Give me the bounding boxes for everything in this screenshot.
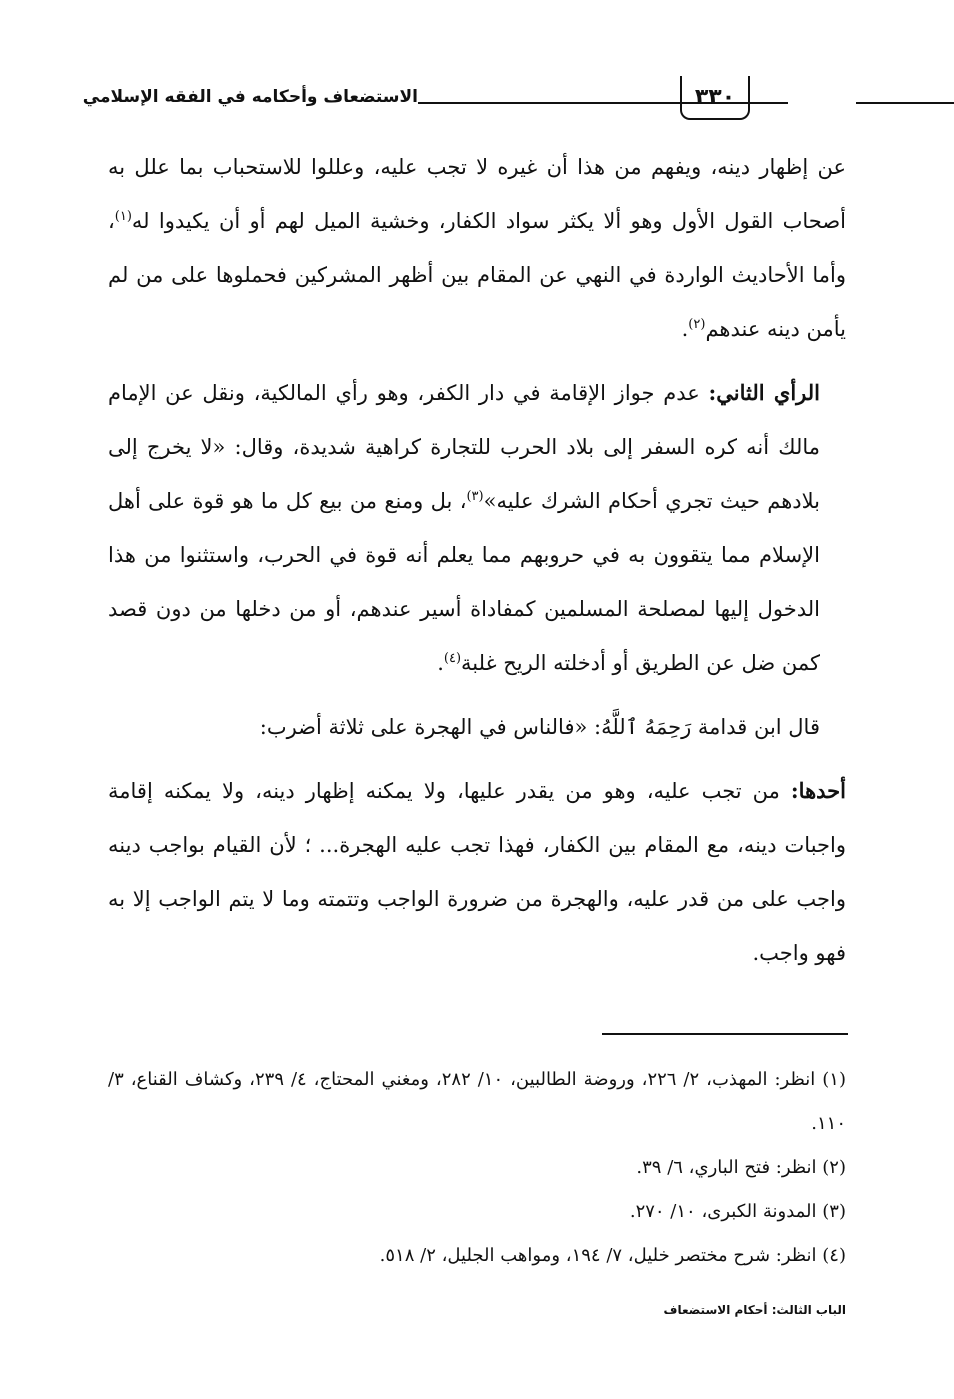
footnote-ref: (١) <box>114 209 132 224</box>
footnote: (٣) المدونة الكبرى، ١٠/ ٢٧٠. <box>629 1201 846 1222</box>
footnote-ref: (٤) <box>443 651 462 666</box>
page-number: ٣٣٠ <box>680 76 750 120</box>
paragraph-lead: الرأي الثاني: <box>708 380 820 405</box>
paragraph: عن إظهار دينه، ويفهم من هذا أن غيره لا تجب عليه، وعللوا للاستحباب بما علل به أصحاب القول الأول وهو ألا يكثر سواد الكفار، وخشية الميل لهم أو أن يكيدوا له$^{(١)}$، وأما الأحاديث الواردة في النهي عن المقام بين أظهر المشركين فحملوها على من لم يأمن دينه عندهم$^{(٢)}$. <box>108 155 846 341</box>
page-header <box>82 76 846 128</box>
footnote: (٤) انظر: شرح مختصر خليل، ٧/ ١٩٤، ومواهب الجليل، ٢/ ٥١٨. <box>379 1245 846 1266</box>
paragraph-lead: أحدها: <box>790 778 846 803</box>
footnote-ref: (٣) <box>466 489 484 504</box>
footnote: (١) انظر: المهذب، ٢/ ٢٢٦، وروضة الطالبين، ١٠/ ٢٨٢، ومغني المحتاج، ٤/ ٢٣٩، وكشاف القناع، ٣/ ١١٠. <box>108 1069 846 1134</box>
footnote: (٢) انظر: فتح الباري، ٦/ ٣٩. <box>636 1157 846 1178</box>
footnote-divider <box>602 1033 848 1035</box>
quote-intro: قال ابن قدامة رَحِمَهُ ٱللَّهُ: «فالناس في الهجرة على ثلاثة أضرب: <box>259 715 820 739</box>
main-text <box>108 140 846 990</box>
footnotes <box>108 1058 846 1278</box>
footnote-ref: (٢) <box>688 317 706 332</box>
paragraph: أحدها: من تجب عليه، وهو من يقدر عليها، ولا يمكنه إظهار دينه، ولا يمكنه إقامة واجبات دينه، مع المقام بين الكفار، فهذا تجب عليه الهجرة... ؛ لأن القيام بواجب دينه واجب على من قدر عليه، والهجرة من ضرورة الواجب وتتمته وما لا يتم الواجب إلا به فهو واجب. <box>108 778 846 965</box>
running-title: الاستضعاف وأحكامه في الفقه الإسلامي <box>82 87 418 107</box>
paragraph: الرأي الثاني: عدم جواز الإقامة في دار الكفر، وهو رأي المالكية، ونقل عن الإمام مالك أنه كره السفر إلى بلاد الحرب للتجارة كراهية شديدة، وقال: «لا يخرج إلى بلادهم حيث تجري أحكام الشرك عليه»$^{(٣)}$، بل ومنع من بيع كل ما هو قوة على أهل الإسلام مما يتقوون به في حروبهم مما يعلم أنه قوة في الحرب، واستثنوا من هذا الدخول إليها لمصلحة المسلمين كمفاداة أسير عندهم، أو من دخلها من دون قصد كمن ضل عن الطريق أو أدخلته الريح غلبة$^{(٤)}$. <box>108 380 820 675</box>
page-footer: الباب الثالث: أحكام الاستضعاف <box>663 1303 846 1317</box>
header-rule-right <box>856 102 954 104</box>
